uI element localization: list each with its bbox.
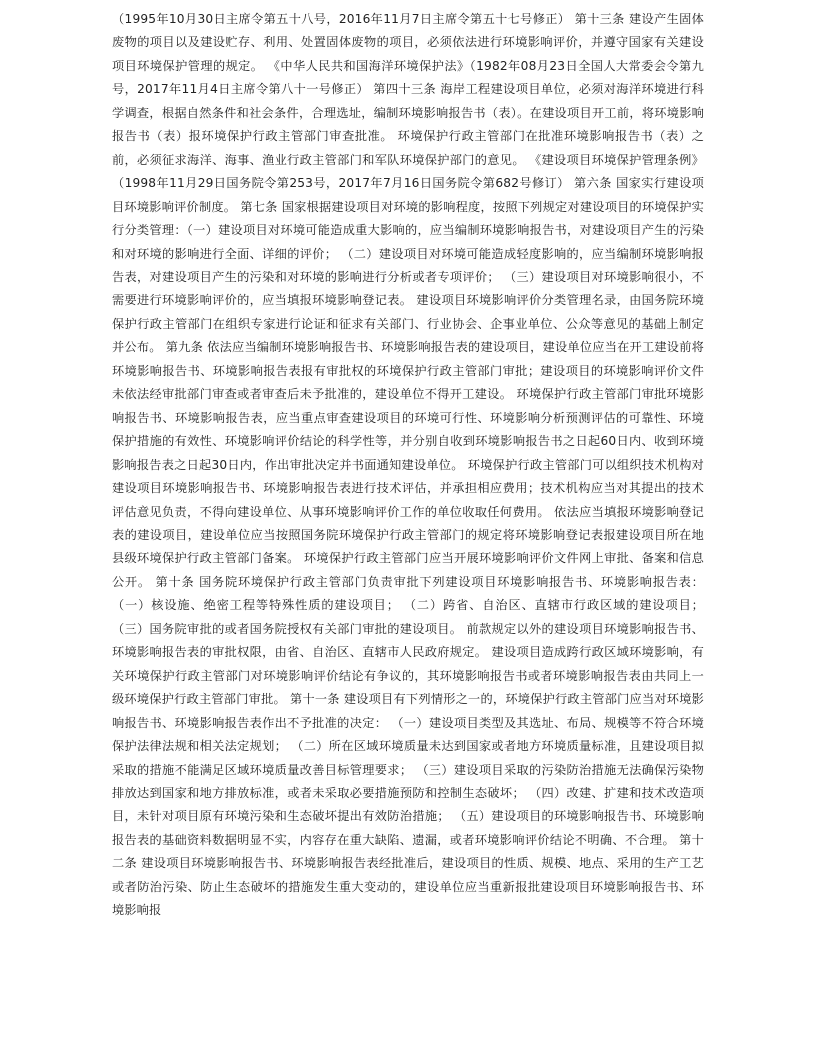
body-text: （1995年10月30日主席令第五十八号，2016年11月7日主席令第五十七号修正） 第十三条 建设产生固体废物的项目以及建设贮存、利用、处置固体废物的项目，必须依法进行环境影响评价，并遵守国家有关建设项目环境保护管理的规定。 《中华人民共和国海洋环境保护法》（1982年08月23日全国人大常委会令第九号，2017年11月4日主席令第八十一号修正） 第四十三条 海岸工程建设项目单位，必须对海洋环境进行科学调查，根据自然条件和社会条件，合理选址，编制环境影响报告书（表）。在建设项目开工前，将环境影响报告书（表）报环境保护行政主管部门审查批准。 环境保护行政主管部门在批准环境影响报告书（表）之前，必须征求海洋、海事、渔业行政主管部门和军队环境保护部门的意见。 《建设项目环境保护管理条例》（1998年11月29日国务院令第253号，2017年7月16日国务院令第682号修订） 第六条 国家实行建设项目环境影响评价制度。 第七条 国家根据建设项目对环境的影响程度，按照下列规定对建设项目的环境保护实行分类管理：（一）建设项目对环境可能造成重大影响的，应当编制环境影响报告书，对建设项目产生的污染和对环境的影响进行全面、详细的评价； （二）建设项目对环境可能造成轻度影响的，应当编制环境影响报告表，对建设项目产生的污染和对环境的影响进行分析或者专项评价； （三）建设项目对环境影响很小，不需要进行环境影响评价的，应当填报环境影响登记表。 建设项目环境影响评价分类管理名录，由国务院环境保护行政主管部门在组织专家进行论证和征求有关部门、行业协会、企事业单位、公众等意见的基础上制定并公布。 第九条 依法应当编制环境影响报告书、环境影响报告表的建设项目，建设单位应当在开工建设前将环境影响报告书、环境影响报告表报有审批权的环境保护行政主管部门审批；建设项目的环境影响评价文件未依法经审批部门审查或者审查后未予批准的，建设单位不得开工建设。 环境保护行政主管部门审批环境影响报告书、环境影响报告表，应当重点审查建设项目的环境可行性、环境影响分析预测评估的可靠性、环境保护措施的有效性、环境影响评价结论的科学性等，并分别自收到环境影响报告书之日起60日内、收到环境影响报告表之日起30日内，作出审批决定并书面通知建设单位。 环境保护行政主管部门可以组织技术机构对建设项目环境影响报告书、环境影响报告表进行技术评估，并承担相应费用；技术机构应当对其提出的技术评估意见负责，不得向建设单位、从事环境影响评价工作的单位收取任何费用。 依法应当填报环境影响登记表的建设项目，建设单位应当按照国务院环境保护行政主管部门的规定将环境影响登记表报建设项目所在地县级环境保护行政主管部门备案。 环境保护行政主管部门应当开展环境影响评价文件网上审批、备案和信息公开。 第十条 国务院环境保护行政主管部门负责审批下列建设项目环境影响报告书、环境影响报告表： （一）核设施、绝密工程等特殊性质的建设项目； （二）跨省、自治区、直辖市行政区域的建设项目； （三）国务院审批的或者国务院授权有关部门审批的建设项目。 前款规定以外的建设项目环境影响报告书、环境影响报告表的审批权限，由省、自治区、直辖市人民政府规定。 建设项目造成跨行政区域环境影响，有关环境保护行政主管部门对环境影响评价结论有争议的，其环境影响报告书或者环境影响报告表由共同上一级环境保护行政主管部门审批。 第十一条 建设项目有下列情形之一的，环境保护行政主管部门应当对环境影响报告书、环境影响报告表作出不予批准的决定： （一）建设项目类型及其选址、布局、规模等不符合环境保护法律法规和相关法定规划； （二）所在区域环境质量未达到国家或者地方环境质量标准，且建设项目拟采取的措施不能满足区域环境质量改善目标管理要求； （三）建设项目采取的污染防治措施无法确保污染物排放达到国家和地方排放标准，或者未采取必要措施预防和控制生态破坏； （四）改建、扩建和技术改造项目，未针对项目原有环境污染和生态破坏提出有效防治措施； （五）建设项目的环境影响报告书、环境影响报告表的基础资料数据明显不实，内容存在重大缺陷、遗漏，或者环境影响评价结论不明确、不合理。 第十二条 建设项目环境影响报告书、环境影响报告表经批准后，建设项目的性质、规模、地点、采用的生产工艺或者防治污染、防止生态破坏的措施发生重大变动的，建设单位应当重新报批建设项目环境影响报告书、环境影响报 (112, 12, 704, 918)
